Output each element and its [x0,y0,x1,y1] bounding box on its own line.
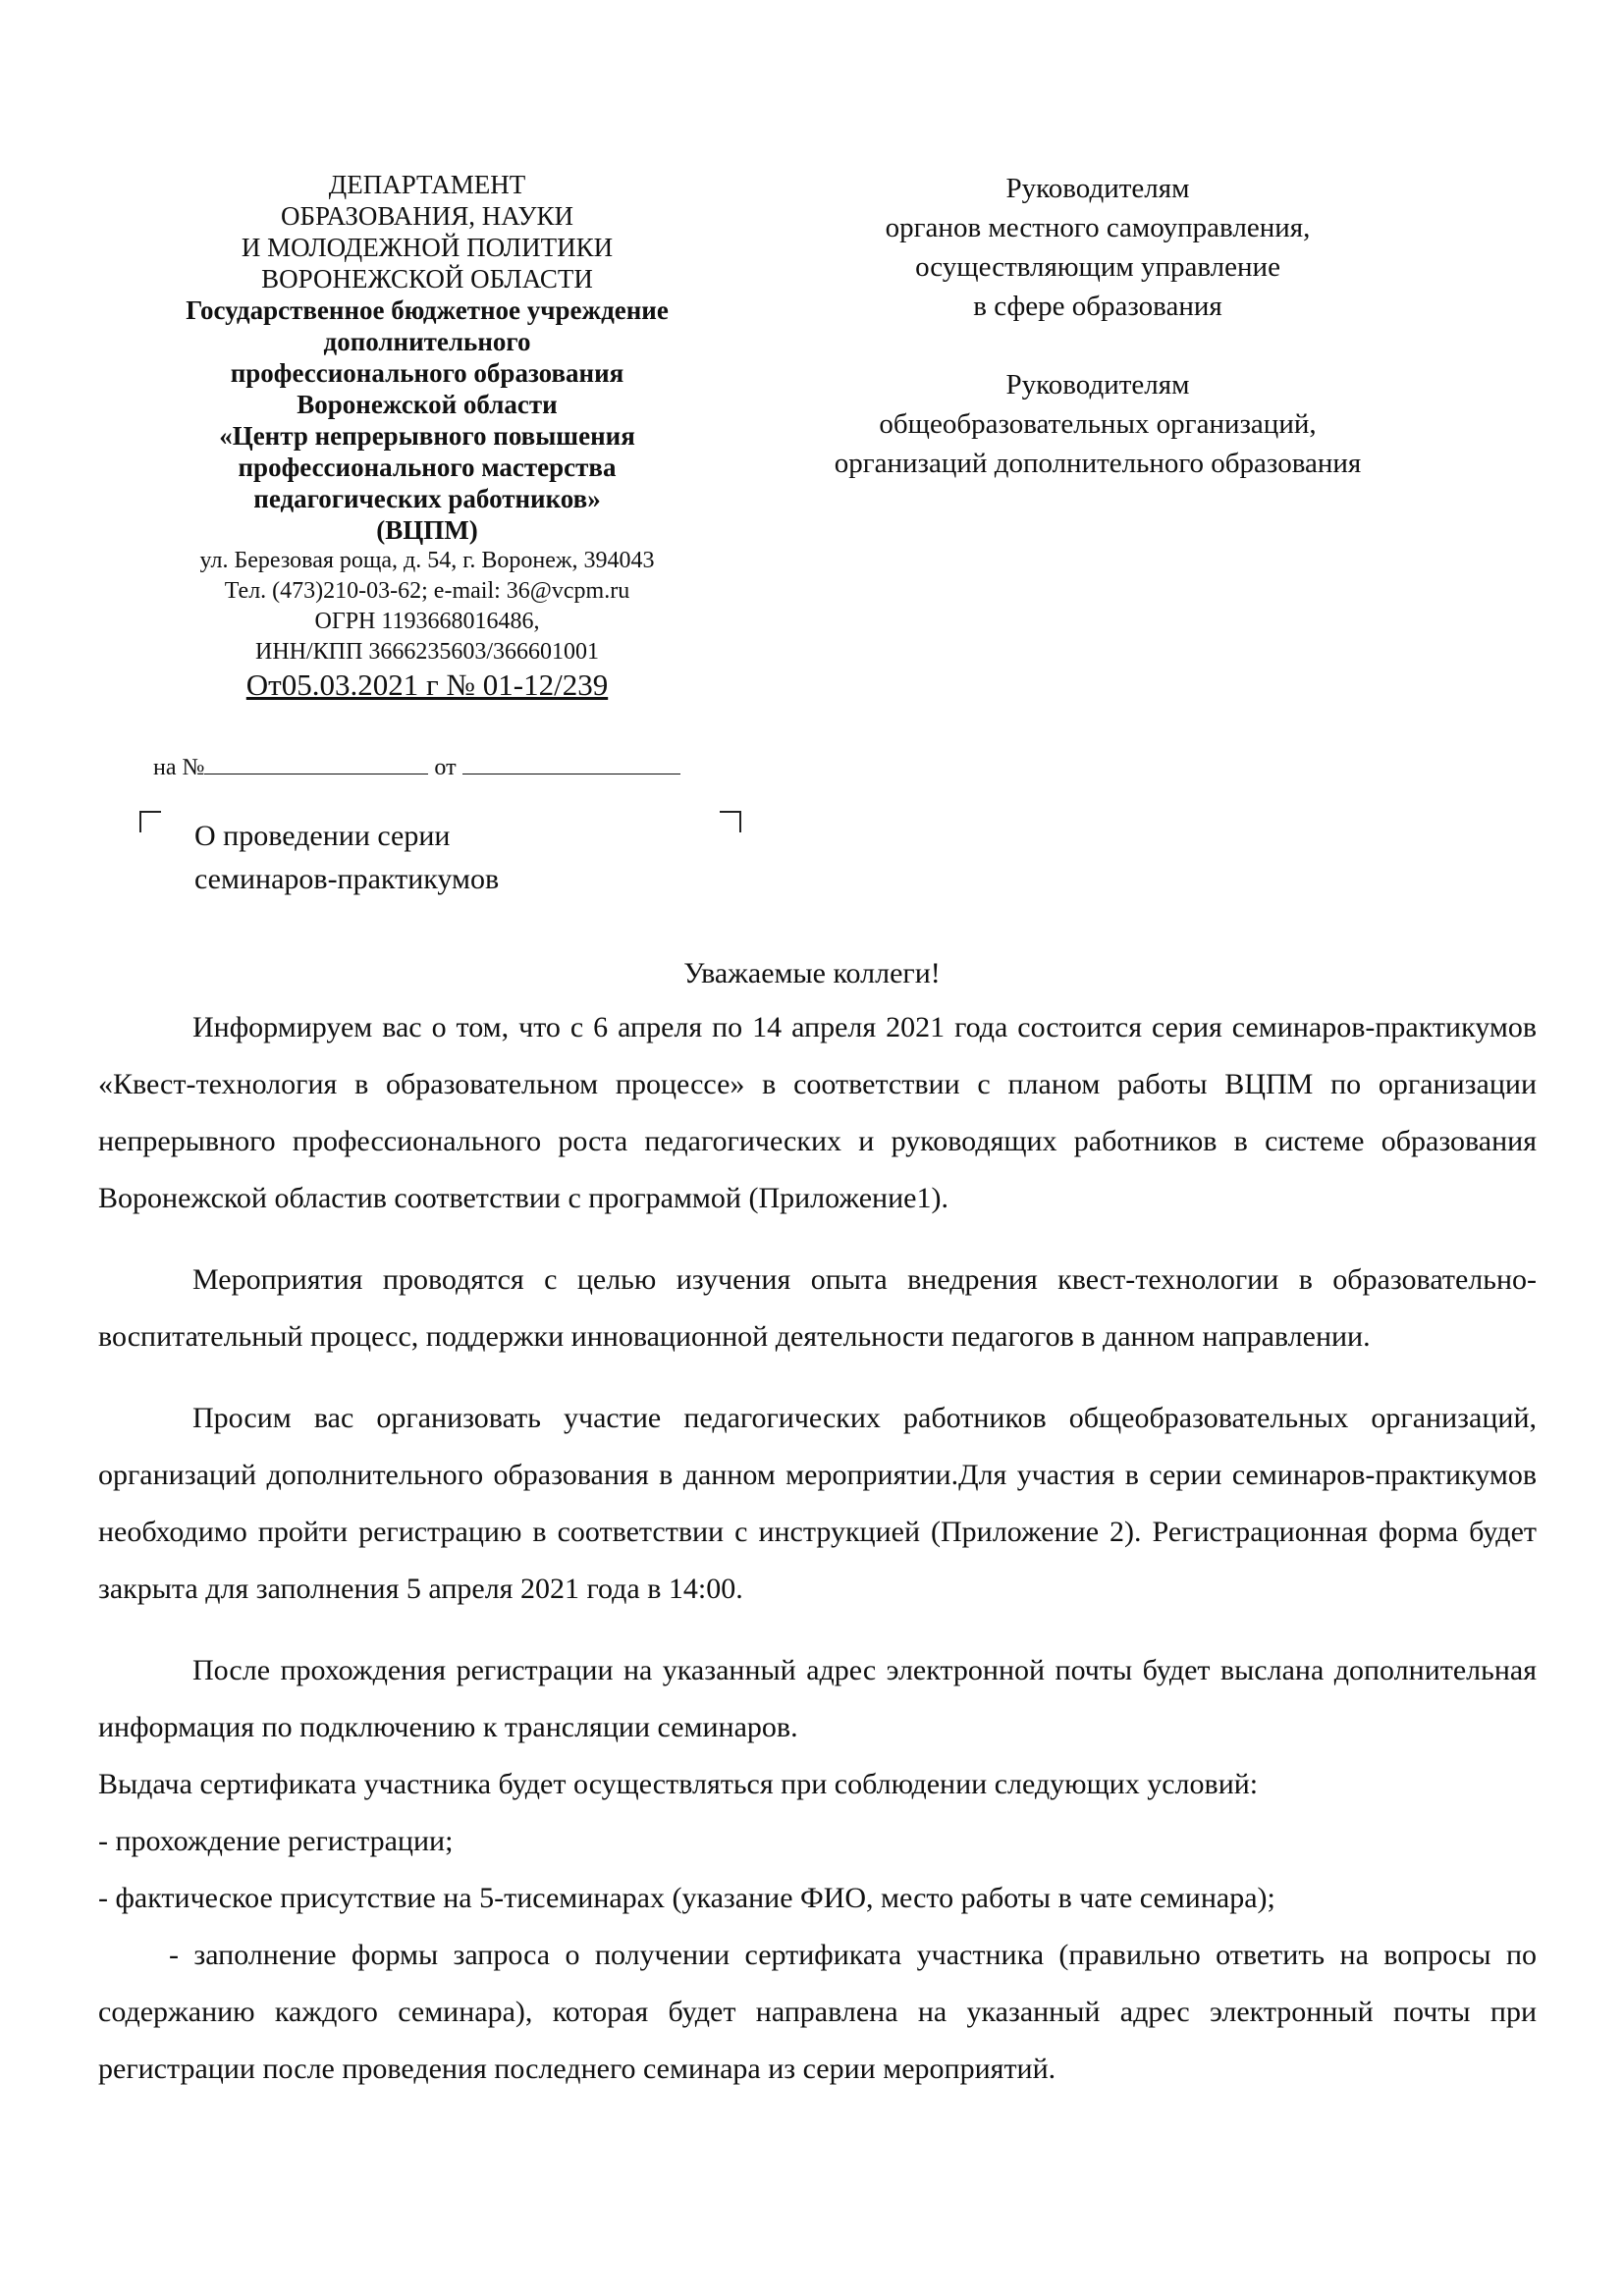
phone-email-line: Тел. (473)210-03-62; e-mail: 36@vcpm.ru [224,578,630,604]
recipient-line: организаций дополнительного образования [834,448,1362,479]
ogrn-line: ОГРН 1193668016486, [314,609,540,634]
recipient-line: в сфере образования [973,291,1222,322]
subject-corner-right [720,811,741,832]
sender-block [137,169,717,703]
subject-line: семинаров-практикумов [194,863,500,895]
subject-line: О проведении серии [194,820,451,852]
recipient-group [754,365,1441,483]
subject-block [194,815,499,901]
subject-corner-left [139,811,161,832]
department-line: ВОРОНЕЖСКОЙ ОБЛАСТИ [261,264,593,294]
organization-line: дополнительного [323,327,531,356]
body-paragraph: Просим вас организовать участие педагогических работников общеобразовательных организаций, организаций дополнительного образования в данном мероприятии.Для участия в серии семинаров-практикумов необходимо пройти регистрацию в соответствии с инструкцией (Приложение 2). Регистрационная форма будет закрыта для заполнения 5 апреля 2021 года в 14:00. [98,1402,1537,1605]
recipient-line: органов местного самоуправления, [885,212,1311,243]
department-line: ДЕПАРТАМЕНТ [328,170,526,199]
reference-no-label: на № [153,755,205,780]
department-line: ОБРАЗОВАНИЯ, НАУКИ [281,201,573,231]
body-paragraph: После прохождения регистрации на указанный адрес электронной почты будет выслана дополнительная информация по подключению к трансляции семинаров. [98,1654,1537,1743]
recipient-group [754,169,1441,326]
organization-line: профессионального мастерства [238,453,617,482]
recipient-line: общеобразовательных организаций, [879,408,1317,440]
condition-item: - заполнение формы запроса о получении сертификата участника (правильно ответить на вопросы по содержанию каждого семинара), которая будет направлена на указанный адрес электронный почты при регистрации после проведения последнего семинара из серии мероприятий. [98,1939,1537,2085]
body-paragraph: Информируем вас о том, что с 6 апреля по 14 апреля 2021 года состоится серия семинаров-практикумов «Квест-технология в образовательном процессе» в соответствии с планом работы ВЦПМ по организации непрерывного профессионального роста педагогических и руководящих работников в системе образования Воронежской областив соответствии с программой (Приложение1). [98,1011,1537,1214]
conditions-intro: Выдача сертификата участника будет осуществляться при соблюдении следующих условий: [98,1768,1259,1800]
organization-line: педагогических работников» [253,484,601,513]
reference-number-blank [204,754,428,774]
address-line: ул. Березовая роща, д. 54, г. Воронеж, 394043 [199,548,655,573]
greeting: Уважаемые коллеги! [683,957,941,989]
inn-kpp-line: ИНН/КПП 3666235603/366601001 [254,639,599,665]
organization-line: профессионального образования [230,358,624,388]
recipient-line: осуществляющим управление [915,251,1280,283]
organization-line: «Центр непрерывного повышения [219,421,635,451]
organization-line: Воронежской области [297,390,558,419]
condition-item: - прохождение регистрации; [98,1825,454,1857]
recipient-line: Руководителям [1005,369,1190,400]
reference-line [153,754,713,781]
letter-body [98,999,1537,2098]
department-line: И МОЛОДЕЖНОЙ ПОЛИТИКИ [241,233,614,262]
organization-line: Государственное бюджетное учреждение [186,295,669,325]
reference-from-label: от [434,755,457,780]
recipient-line: Руководителям [1005,173,1190,204]
body-paragraph: Мероприятия проводятся с целью изучения опыта внедрения квест-технологии в образовательно-воспитательный процесс, поддержки инновационной деятельности педагогов в данном направлении. [98,1263,1537,1353]
outgoing-number: От05.03.2021 г № 01-12/239 [245,667,609,702]
recipients-block [754,169,1441,522]
condition-item: - фактическое присутствие на 5-тисеминарах (указание ФИО, место работы в чате семинара); [98,1882,1275,1914]
organization-line: (ВЦПМ) [376,515,478,545]
reference-date-blank [462,754,680,774]
